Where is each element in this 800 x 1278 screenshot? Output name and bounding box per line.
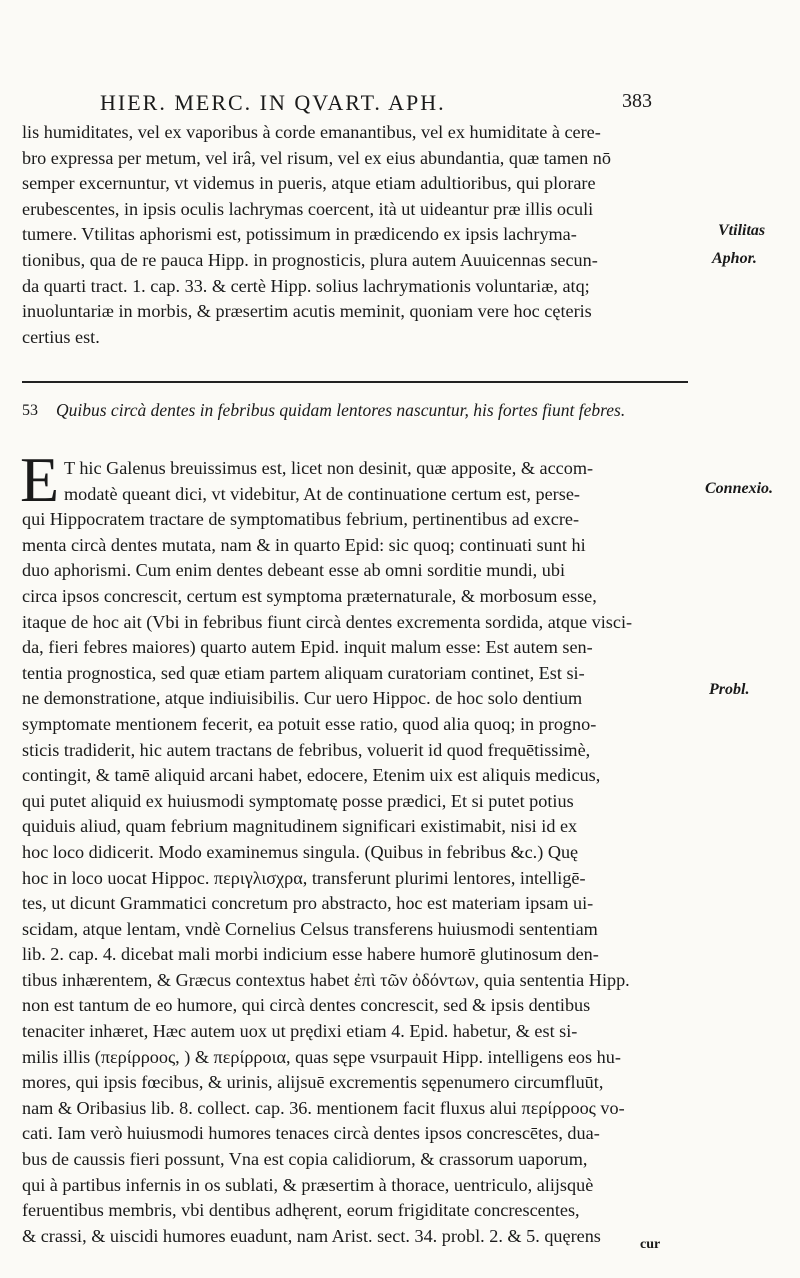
text-line: qui Hippocratem tractare de symptomatibus febrium, pertinentibus ad excre-	[22, 509, 580, 530]
text-line: da quarti tract. 1. cap. 33. & certè Hipp. solius lachrymationis voluntariæ, atq;	[22, 275, 590, 296]
text-line: duo aphorismi. Cum enim dentes debeant esse ab omni sorditie mundi, ubi	[22, 560, 566, 581]
text-line: itaque de hoc ait (Vbi in febribus fiunt circà dentes excrementa sordida, atque visci-	[22, 611, 633, 632]
paragraph-continued	[22, 120, 688, 350]
text-line: tionibus, qua de re pauca Hipp. in prognosticis, plura autem Auuicennas secun-	[22, 249, 598, 270]
text-line: bro expressa per metum, vel irâ, vel risum, vel ex eius abundantia, quæ tamen nō	[22, 147, 611, 168]
text-line: T hic Galenus breuissimus est, licet non desinit, quæ apposite, & accom-	[64, 458, 594, 478]
text-line: contingit, & tamē aliquid arcani habet, edocere, Etenim uix est aliquis medicus,	[22, 765, 601, 786]
text-line: semper excernuntur, vt videmus in pueris, atque etiam adultioribus, qui plorare	[22, 173, 596, 194]
text-line: erubescentes, in ipsis oculis lachrymas coercent, ità ut uideantur præ illis oculi	[22, 198, 594, 219]
text-line: modatè queant dici, vt videbitur, At de continuatione certum est, perse-	[64, 483, 580, 504]
text-line: milis illis (περίρροος, ) & περίρροια, quas sępe vsurpauit Hipp. intelligens eos hu-	[22, 1046, 621, 1067]
drop-capital: E	[20, 444, 60, 515]
text-line: tenaciter inhæret, Hæc autem uox ut prędixi etiam 4. Epid. habetur, & est si-	[22, 1021, 578, 1042]
text-line: sticis tradiderit, hic autem tractans de febribus, voluerit id quod frequētissimè,	[22, 739, 591, 760]
margin-note-connexio: Connexio.	[705, 480, 774, 497]
text-line: & crassi, & uiscidi humores euadunt, nam Arist. sect. 34. probl. 2. & 5. quęrens	[22, 1225, 601, 1246]
text-line: symptomate mentionem fecerit, ea potuit esse ratio, quod alia quoq; in progno-	[22, 713, 597, 734]
page-number: 383	[622, 90, 652, 112]
text-line: cati. Iam verò huiusmodi humores tenaces circà dentes ipsos concrescētes, dua-	[22, 1123, 600, 1144]
text-line: hoc in loco uocat Hippoc. περιγλισχρα, transferunt plurimi lentores, intelligē-	[22, 867, 586, 888]
text-line: non est tantum de eo humore, qui circà dentes concrescit, sed & ipsis dentibus	[22, 995, 591, 1016]
text-line: lis humiditates, vel ex vaporibus à corde emanantibus, vel ex humiditate à cere-	[22, 122, 601, 142]
text-line: menta circà dentes mutata, nam & in quarto Epid: sic quoq; continuati sunt hi	[22, 534, 586, 555]
text-line: bus de caussis fieri possunt, Vna est copia calidiorum, & crassorum uaporum,	[22, 1149, 588, 1170]
catchword: cur	[640, 1237, 661, 1252]
text-line: feruentibus membris, vbi dentibus adhęrent, eorum frigiditate concrescentes,	[22, 1200, 580, 1221]
margin-note-aphor: Aphor.	[712, 250, 757, 267]
text-line: circa ipsos concrescit, certum est symptoma præternaturale, & morbosum esse,	[22, 585, 597, 606]
text-line: tes, ut dicunt Grammatici concretum pro abstracto, hoc est materiam ipsam ui-	[22, 893, 594, 914]
text-line: inuoluntariæ in morbis, & præsertim acutis meminit, quoniam vere hoc cęteris	[22, 301, 592, 322]
margin-note-utilitas: Vtilitas	[718, 222, 766, 239]
text-line: lib. 2. cap. 4. dicebat mali morbi indicium esse habere humorē glutinosum den-	[22, 944, 599, 965]
text-line: qui à partibus infernis in os sublati, & præsertim à thorace, uentriculo, alijsquè	[22, 1174, 594, 1195]
text-line: qui putet aliquid ex huiusmodi symptomatę posse prædici, Et si putet potius	[22, 790, 574, 811]
text-line: tumere. Vtilitas aphorismi est, potissimum in prædicendo ex ipsis lachryma-	[22, 224, 577, 245]
section-rule	[22, 381, 688, 383]
text-line: da, fieri febres maiores) quarto autem Epid. inquit malum esse: Est autem sen-	[22, 637, 593, 658]
text-line: nam & Oribasius lib. 8. collect. cap. 36. mentionem facit fluxus alui περίρροος vo-	[22, 1097, 625, 1118]
text-line: hoc loco didicerit. Modo examinemus singula. (Quibus in febribus &c.) Quę	[22, 841, 579, 862]
text-line: mores, qui ipsis fœcibus, & urinis, alijsuē excrementis sępenumero circumfluūt,	[22, 1072, 604, 1093]
text-line: tibus inhærentem, & Græcus contextus habet ἐπὶ τῶν ὀδόντων, quia sententia Hipp.	[22, 969, 630, 990]
text-line: certius est.	[22, 326, 100, 347]
text-line: tentia prognostica, sed quæ etiam partem aliquam curatoriam continet, Est si-	[22, 662, 585, 683]
text-line: quiduis aliud, quam febrium magnitudinem significari existimabit, nisi id ex	[22, 816, 578, 837]
commentary-paragraph	[22, 456, 688, 1249]
running-head: HIER. MERC. IN QVART. APH.	[100, 90, 446, 115]
text-line: scidam, atque lentam, vndè Cornelius Celsus transferens huiusmodi sententiam	[22, 918, 598, 939]
aphorism-number: 53	[22, 402, 38, 419]
text-line: ne demonstratione, atque indiuisibilis. Cur uero Hippoc. de hoc solo dentium	[22, 688, 583, 709]
aphorism-title: Quibus circà dentes in febribus quidam lentores nascuntur, his fortes fiunt febres.	[56, 400, 626, 420]
margin-note-probl: Probl.	[709, 681, 750, 698]
